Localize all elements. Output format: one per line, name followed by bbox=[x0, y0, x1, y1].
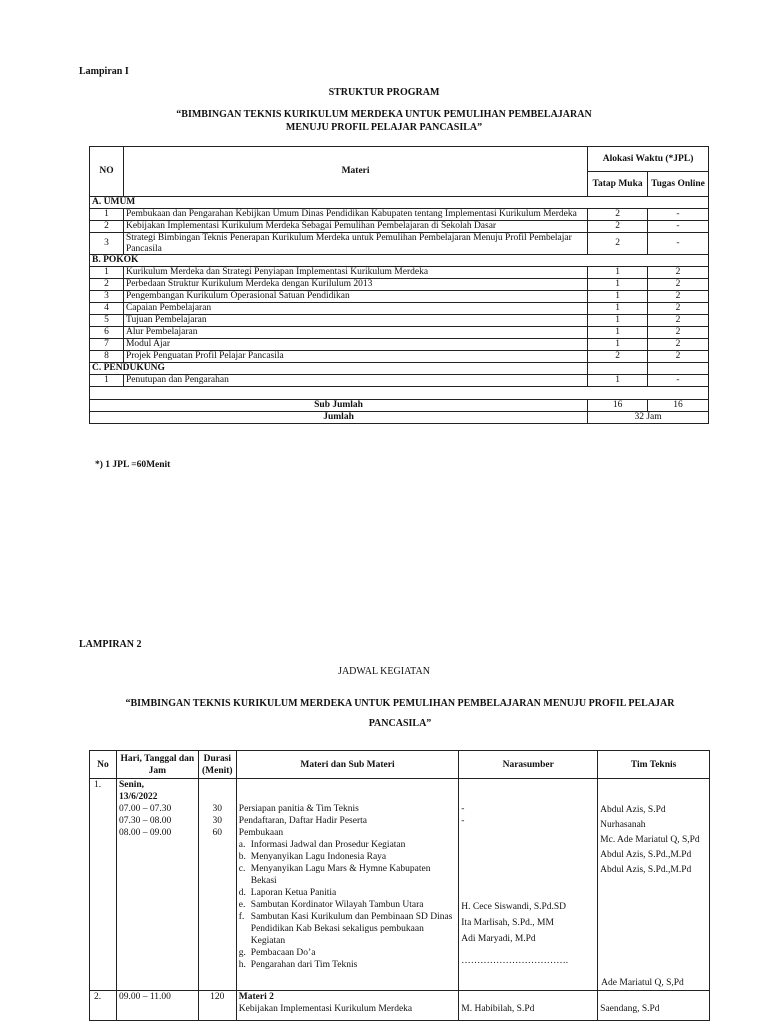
row-materi: Pembukaan dan Pengarahan Kebijkan Umum Dinas Pendidikan Kabupaten tentang Implementasi Kurikulum Merdeka bbox=[123, 209, 587, 221]
row-materi: Strategi Bimbingan Teknis Penerapan Kurikulum Merdeka untuk Pemulihan Pembelajaran Menuju Profil Pembelajar Pancasila bbox=[123, 233, 587, 255]
row-duration: 120 bbox=[198, 991, 236, 1021]
row-no: 1. bbox=[90, 779, 117, 991]
row-no: 1 bbox=[90, 267, 124, 279]
jumlah-value: 32 Jam bbox=[588, 412, 709, 424]
program-title-line-2: MENUJU PROFIL PELAJAR PANCASILA” bbox=[285, 122, 483, 133]
narasumber-name: Adi Maryadi, M.Pd bbox=[461, 934, 536, 944]
materi-item: Pendaftaran, Daftar Hadir Peserta bbox=[238, 816, 367, 826]
materi-item: Pembukaan bbox=[238, 828, 284, 838]
row-no: 7 bbox=[90, 339, 124, 351]
row-no: 2 bbox=[90, 279, 124, 291]
col-header-durasi: Durasi (Menit) bbox=[198, 751, 236, 779]
col-header-alokasi: Alokasi Waktu (*JPL) bbox=[588, 147, 709, 172]
empty-cell bbox=[588, 363, 648, 375]
table-row bbox=[90, 221, 709, 233]
materi-title: Materi 2 bbox=[238, 992, 274, 1002]
row-date: 13/6/2022 bbox=[118, 792, 158, 802]
empty-cell bbox=[90, 387, 709, 400]
section-label: C. PENDUKUNG bbox=[90, 363, 588, 375]
row-no: 6 bbox=[90, 327, 124, 339]
table-row bbox=[90, 279, 709, 291]
row-tatap: 1 bbox=[588, 315, 648, 327]
row-tugas: 2 bbox=[648, 303, 709, 315]
empty-row bbox=[90, 387, 709, 400]
row-tatap: 1 bbox=[588, 339, 648, 351]
row-no: 4 bbox=[90, 303, 124, 315]
row-materi bbox=[236, 779, 458, 991]
materi-item: Kebijakan Implementasi Kurikulum Merdeka bbox=[238, 1004, 413, 1014]
col-header-tim-teknis: Tim Teknis bbox=[598, 751, 710, 779]
row-materi: Kebijakan Implementasi Kurikulum Merdeka Sebagai Pemulihan Pembelajaran di Sekolah Dasar bbox=[123, 221, 587, 233]
sub-jumlah-row bbox=[90, 400, 709, 412]
sub-materi-item: e. Sambutan Kordinator Wilayah Tambun Utara bbox=[238, 900, 424, 910]
row-no: 8 bbox=[90, 351, 124, 363]
tim-name: Ade Mariatul Q, S,Pd bbox=[601, 978, 684, 988]
table-row bbox=[90, 327, 709, 339]
jpl-footnote: *) 1 JPL =60Menit bbox=[95, 460, 171, 470]
row-no: 1 bbox=[90, 209, 124, 221]
sub-materi-item: g. Pembacaan Do’a bbox=[238, 948, 316, 958]
jadwal-title bbox=[80, 694, 720, 734]
row-materi: Projek Penguatan Profil Pelajar Pancasila bbox=[123, 351, 587, 363]
row-time: 09.00 – 11.00 bbox=[116, 991, 198, 1021]
row-materi: Pengembangan Kurikulum Operasional Satuan Pendidikan bbox=[123, 291, 587, 303]
col-header-tatap-muka: Tatap Muka bbox=[588, 172, 648, 197]
table-row bbox=[90, 233, 709, 255]
row-materi: Kurikulum Merdeka dan Strategi Penyiapan Implementasi Kurikulum Merdeka bbox=[123, 267, 587, 279]
section-label: A. UMUM bbox=[90, 197, 709, 209]
row-materi: Capaian Pembelajaran bbox=[123, 303, 587, 315]
row-tim-teknis bbox=[598, 991, 710, 1021]
row-materi: Penutupan dan Pengarahan bbox=[123, 375, 587, 387]
row-tugas: 2 bbox=[648, 279, 709, 291]
tim-name: Abdul Azis, S.Pd.,M.Pd bbox=[600, 865, 692, 875]
table-row bbox=[90, 303, 709, 315]
narasumber-name: M. Habibilah, S.Pd bbox=[461, 1004, 535, 1014]
row-tatap: 2 bbox=[588, 351, 648, 363]
sub-materi-item: c. Menyanyikan Lagu Mars & Hymne Kabupaten Bekasi bbox=[238, 864, 431, 886]
section-row-umum bbox=[90, 197, 709, 209]
row-time: 07.00 – 07.30 bbox=[118, 804, 172, 814]
row-narasumber bbox=[459, 991, 598, 1021]
row-no: 2 bbox=[90, 221, 124, 233]
col-header-no: NO bbox=[90, 147, 124, 197]
col-header-hari: Hari, Tanggal dan Jam bbox=[116, 751, 198, 779]
sub-materi-item: h. Pengarahan dari Tim Teknis bbox=[238, 960, 358, 970]
narasumber-dots: ……………………………. bbox=[461, 956, 569, 966]
row-materi: Alur Pembelajaran bbox=[123, 327, 587, 339]
tim-name: Abdul Azis, S.Pd.,M.Pd bbox=[600, 850, 692, 860]
tim-name: Saendang, S.Pd bbox=[600, 1004, 660, 1014]
table-row bbox=[90, 209, 709, 221]
col-header-narasumber: Narasumber bbox=[459, 751, 598, 779]
col-header-materi: Materi dan Sub Materi bbox=[236, 751, 458, 779]
table-row bbox=[90, 291, 709, 303]
col-header-no: No bbox=[90, 751, 117, 779]
program-title-line-1: “BIMBINGAN TEKNIS KURIKULUM MERDEKA UNTUK PEMULIHAN PEMBELAJARAN bbox=[176, 109, 592, 120]
row-materi: Modul Ajar bbox=[123, 339, 587, 351]
row-tatap: 1 bbox=[588, 375, 648, 387]
jadwal-title-line-1: “BIMBINGAN TEKNIS KURIKULUM MERDEKA UNTUK PEMULIHAN PEMBELAJARAN MENUJU PROFIL PELAJAR bbox=[125, 698, 675, 709]
jadwal-kegiatan-table bbox=[89, 750, 710, 1021]
sub-materi-item: b. Menyanyikan Lagu Indonesia Raya bbox=[238, 852, 387, 862]
tim-name: Mc. Ade Mariatul Q, S,Pd bbox=[600, 835, 700, 845]
row-tugas: 2 bbox=[648, 327, 709, 339]
narasumber-dash: - bbox=[461, 816, 465, 826]
row-tugas: 2 bbox=[648, 339, 709, 351]
sub-materi-item: f. Sambutan Kasi Kurikulum dan Pembinaan SD Dinas Pendidikan Kab Bekasi sekaligus pembukaan Kegiatan bbox=[238, 912, 453, 946]
row-tatap: 1 bbox=[588, 291, 648, 303]
table-row bbox=[90, 315, 709, 327]
row-materi bbox=[236, 991, 458, 1021]
struktur-program-table bbox=[89, 146, 709, 424]
row-tugas: - bbox=[648, 375, 709, 387]
row-tugas: - bbox=[648, 209, 709, 221]
materi-item: Persiapan panitia & Tim Teknis bbox=[238, 804, 359, 814]
table-header-row bbox=[90, 751, 710, 779]
lampiran-2-label: LAMPIRAN 2 bbox=[79, 639, 142, 650]
narasumber-dash: - bbox=[461, 804, 465, 814]
jadwal-kegiatan-heading: JADWAL KEGIATAN bbox=[338, 666, 430, 677]
row-tim-teknis bbox=[598, 779, 710, 991]
row-tatap: 1 bbox=[588, 267, 648, 279]
section-row-pendukung bbox=[90, 363, 709, 375]
row-time: 07.30 – 08.00 bbox=[118, 816, 172, 826]
sub-jumlah-tugas: 16 bbox=[648, 400, 709, 412]
row-tugas: - bbox=[648, 233, 709, 255]
row-tugas: 2 bbox=[648, 291, 709, 303]
row-no: 3 bbox=[90, 291, 124, 303]
table-row bbox=[90, 375, 709, 387]
row-tugas: 2 bbox=[648, 351, 709, 363]
row-tatap: 2 bbox=[588, 233, 648, 255]
program-title bbox=[0, 108, 768, 134]
row-no: 5 bbox=[90, 315, 124, 327]
table-row bbox=[90, 351, 709, 363]
row-tatap: 2 bbox=[588, 209, 648, 221]
jadwal-title-line-2: PANCASILA” bbox=[368, 718, 432, 729]
row-tugas: 2 bbox=[648, 315, 709, 327]
lampiran-1-label: Lampiran I bbox=[79, 66, 129, 77]
row-tugas: - bbox=[648, 221, 709, 233]
row-no: 1 bbox=[90, 375, 124, 387]
row-day: Senin, bbox=[118, 780, 145, 790]
narasumber-name: Ita Marlisah, S.Pd., MM bbox=[461, 918, 554, 928]
table-row bbox=[90, 339, 709, 351]
row-tatap: 1 bbox=[588, 303, 648, 315]
section-row-pokok bbox=[90, 255, 709, 267]
empty-cell bbox=[648, 363, 709, 375]
jumlah-row bbox=[90, 412, 709, 424]
row-no: 2. bbox=[90, 991, 117, 1021]
jumlah-label: Jumlah bbox=[90, 412, 588, 424]
row-duration: 30 bbox=[212, 816, 223, 826]
tim-name: Nurhasanah bbox=[600, 820, 646, 830]
row-tatap: 1 bbox=[588, 279, 648, 291]
row-tugas: 2 bbox=[648, 267, 709, 279]
table-row bbox=[90, 991, 710, 1021]
section-label: B. POKOK bbox=[90, 255, 709, 267]
row-duration: 30 bbox=[212, 804, 223, 814]
row-duration: 60 bbox=[212, 828, 223, 838]
sub-materi-item: d. Laporan Ketua Panitia bbox=[238, 888, 337, 898]
row-materi: Perbedaan Struktur Kurikulum Merdeka dengan Kurilulum 2013 bbox=[123, 279, 587, 291]
struktur-program-heading: STRUKTUR PROGRAM bbox=[328, 87, 440, 98]
row-materi: Tujuan Pembelajaran bbox=[123, 315, 587, 327]
sub-materi-item: a. Informasi Jadwal dan Prosedur Kegiatan bbox=[238, 840, 406, 850]
col-header-materi: Materi bbox=[123, 147, 587, 197]
row-no: 3 bbox=[90, 233, 124, 255]
table-row bbox=[90, 267, 709, 279]
tim-name: Abdul Azis, S.Pd bbox=[600, 805, 666, 815]
row-durasi bbox=[198, 779, 236, 991]
row-hari bbox=[116, 779, 198, 991]
sub-jumlah-tatap: 16 bbox=[588, 400, 648, 412]
narasumber-name: H. Cece Siswandi, S.Pd.SD bbox=[461, 902, 567, 912]
row-narasumber bbox=[459, 779, 598, 991]
sub-jumlah-label: Sub Jumlah bbox=[90, 400, 588, 412]
row-time: 08.00 – 09.00 bbox=[118, 828, 172, 838]
table-row bbox=[90, 779, 710, 991]
row-tatap: 2 bbox=[588, 221, 648, 233]
col-header-tugas-online: Tugas Online bbox=[648, 172, 709, 197]
row-tatap: 1 bbox=[588, 327, 648, 339]
